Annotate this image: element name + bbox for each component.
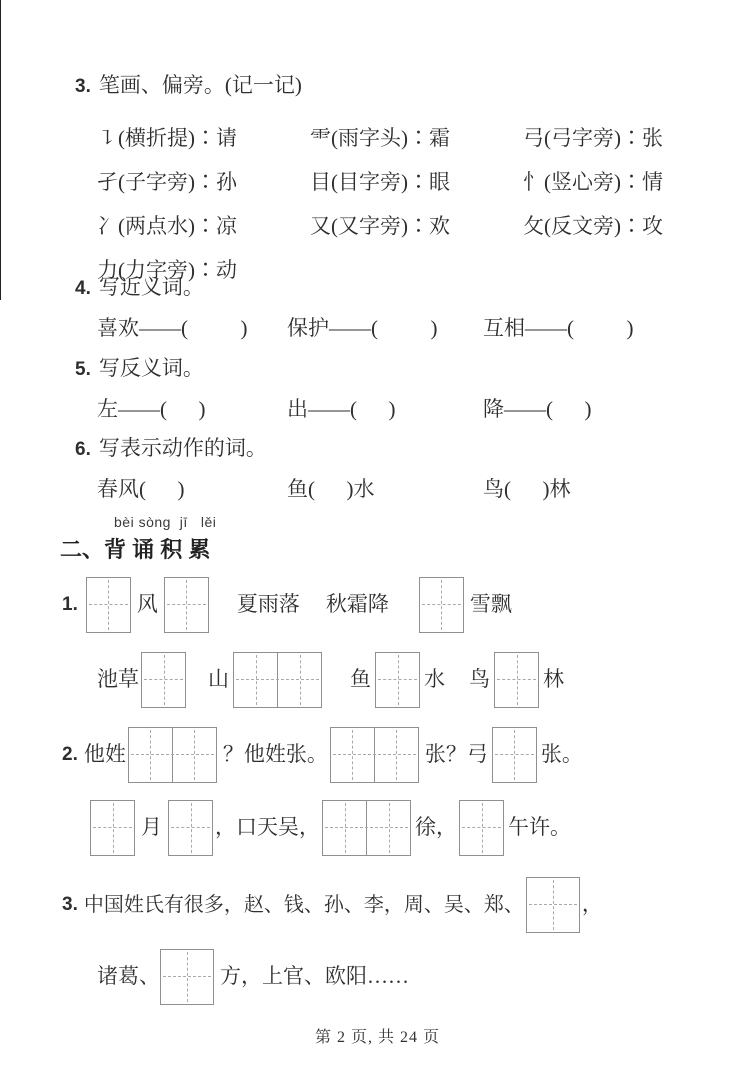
action-blank: 春风( ) bbox=[97, 477, 185, 501]
tianzige-cell bbox=[277, 653, 321, 707]
section-number: 4. bbox=[75, 278, 91, 299]
synonym-blank: 互相——( ) bbox=[483, 316, 634, 340]
text-segment: 午许。 bbox=[508, 815, 571, 840]
text-segment: 月 bbox=[141, 815, 162, 840]
tianzige-box bbox=[160, 949, 214, 1005]
ex3-line1 bbox=[62, 876, 603, 934]
text-segment: 他姓 bbox=[83, 742, 126, 767]
antonym-blank: 出——( ) bbox=[287, 397, 396, 421]
radical-entry: 又(又字旁)∶欢 bbox=[310, 214, 450, 238]
tianzige-cell bbox=[87, 578, 130, 632]
radical-entry: 目(目字旁)∶眼 bbox=[310, 170, 450, 194]
synonyms-row bbox=[97, 314, 634, 342]
tianzige-cell bbox=[323, 801, 366, 855]
text-segment: ，口天吴， bbox=[215, 815, 320, 840]
part2-title: 二、背 诵 积 累 bbox=[60, 537, 211, 562]
tianzige-cell bbox=[527, 878, 579, 932]
antonym-blank: 左——( ) bbox=[97, 397, 206, 421]
section-title: 笔画、偏旁。(记一记) bbox=[98, 73, 302, 97]
text-segment: 鸟 bbox=[469, 667, 490, 692]
tianzige-box-double bbox=[233, 652, 322, 708]
section-synonyms-header bbox=[75, 274, 204, 301]
tianzige-cell bbox=[366, 801, 410, 855]
section-strokes-radicals-header bbox=[75, 72, 302, 99]
text-segment: 诸葛、 bbox=[97, 964, 160, 989]
exercise-number: 3. bbox=[62, 894, 78, 915]
tianzige-cell bbox=[460, 801, 503, 855]
ex2-line2 bbox=[90, 799, 571, 857]
action-blank: 鸟( )林 bbox=[483, 477, 571, 501]
text-segment: 风 bbox=[136, 592, 158, 617]
radical-entry: 攵(反文旁)∶攻 bbox=[523, 214, 663, 238]
radical-entry: 冫(两点水)∶凉 bbox=[97, 214, 237, 238]
ex2-line1 bbox=[62, 726, 583, 784]
scan-edge-artifact bbox=[0, 0, 1, 300]
ex1-line2 bbox=[97, 651, 564, 709]
section-number: 5. bbox=[75, 359, 91, 380]
text-segment: ？他姓张。 bbox=[222, 742, 328, 767]
text-segment: 张？弓 bbox=[424, 742, 488, 767]
text-segment: 鱼 bbox=[350, 667, 371, 692]
tianzige-cell bbox=[161, 950, 213, 1004]
radical-entry: ⻗(雨字头)∶霜 bbox=[310, 126, 450, 150]
section-number: 3. bbox=[75, 76, 91, 97]
antonyms-row bbox=[97, 395, 592, 423]
radical-entry: 力(力字旁)∶动 bbox=[97, 258, 237, 282]
tianzige-box bbox=[90, 800, 135, 856]
text-segment: 方，上官、欧阳…… bbox=[220, 964, 409, 989]
section-title: 写反义词。 bbox=[98, 356, 204, 380]
tianzige-box bbox=[419, 577, 464, 633]
tianzige-box bbox=[375, 652, 420, 708]
synonym-blank: 保护——( ) bbox=[287, 316, 438, 340]
page-footer: 第 2 页, 共 24 页 bbox=[314, 1029, 440, 1046]
action-words-row bbox=[97, 475, 571, 503]
synonym-blank: 喜欢——( ) bbox=[97, 316, 248, 340]
tianzige-cell bbox=[374, 728, 418, 782]
tianzige-box bbox=[164, 577, 209, 633]
ex3-line2 bbox=[97, 948, 409, 1006]
radical-entries-grid bbox=[97, 116, 663, 292]
antonym-blank: 降——( ) bbox=[483, 397, 592, 421]
tianzige-box bbox=[526, 877, 580, 933]
tianzige-box bbox=[459, 800, 504, 856]
tianzige-box-double bbox=[128, 727, 217, 783]
text-segment: 中国姓氏有很多，赵、钱、孙、李，周、吴、郑、 bbox=[83, 894, 524, 916]
radical-entry: ㇊(横折提)∶请 bbox=[97, 126, 237, 150]
tianzige-box bbox=[86, 577, 131, 633]
text-segment: 秋霜降 bbox=[325, 592, 389, 617]
text-segment: 张。 bbox=[540, 742, 583, 767]
text-segment: 夏雨落 bbox=[236, 592, 300, 617]
radical-entry: 孑(子字旁)∶孙 bbox=[97, 170, 237, 194]
tianzige-cell bbox=[129, 728, 172, 782]
tianzige-box bbox=[492, 727, 537, 783]
tianzige-cell bbox=[169, 801, 212, 855]
radical-entry: 忄(竖心旁)∶情 bbox=[523, 170, 663, 194]
text-segment: 林 bbox=[543, 667, 564, 692]
section-action-words-header bbox=[75, 435, 267, 462]
tianzige-cell bbox=[142, 653, 185, 707]
action-blank: 鱼( )水 bbox=[287, 477, 375, 501]
tianzige-cell bbox=[165, 578, 208, 632]
section-title: 写表示动作的词。 bbox=[98, 436, 267, 460]
tianzige-box-double bbox=[330, 727, 419, 783]
pinyin-annotation: bèi sòng jī lěi bbox=[114, 514, 217, 530]
text-segment: 雪飘 bbox=[469, 592, 512, 617]
tianzige-cell bbox=[172, 728, 216, 782]
section-antonyms-header bbox=[75, 355, 204, 382]
tianzige-cell bbox=[493, 728, 536, 782]
ex1-line1 bbox=[62, 576, 512, 634]
text-segment: 水 bbox=[424, 667, 445, 692]
tianzige-box bbox=[494, 652, 539, 708]
tianzige-cell bbox=[234, 653, 277, 707]
tianzige-cell bbox=[331, 728, 374, 782]
text-segment: 徐， bbox=[415, 815, 457, 840]
text-segment: 池草 bbox=[97, 667, 139, 692]
exercise-number: 1. bbox=[62, 594, 78, 615]
tianzige-cell bbox=[376, 653, 419, 707]
tianzige-box bbox=[168, 800, 213, 856]
section-number: 6. bbox=[75, 439, 91, 460]
tianzige-cell bbox=[420, 578, 463, 632]
tianzige-box-double bbox=[322, 800, 411, 856]
tianzige-cell bbox=[495, 653, 538, 707]
text-segment: 山 bbox=[208, 667, 229, 692]
tianzige-box bbox=[141, 652, 186, 708]
tianzige-cell bbox=[91, 801, 134, 855]
text-segment: ， bbox=[581, 892, 603, 917]
radical-entry: 弓(弓字旁)∶张 bbox=[523, 126, 663, 150]
section-title: 写近义词。 bbox=[98, 275, 204, 299]
exercise-number: 2. bbox=[62, 744, 78, 765]
